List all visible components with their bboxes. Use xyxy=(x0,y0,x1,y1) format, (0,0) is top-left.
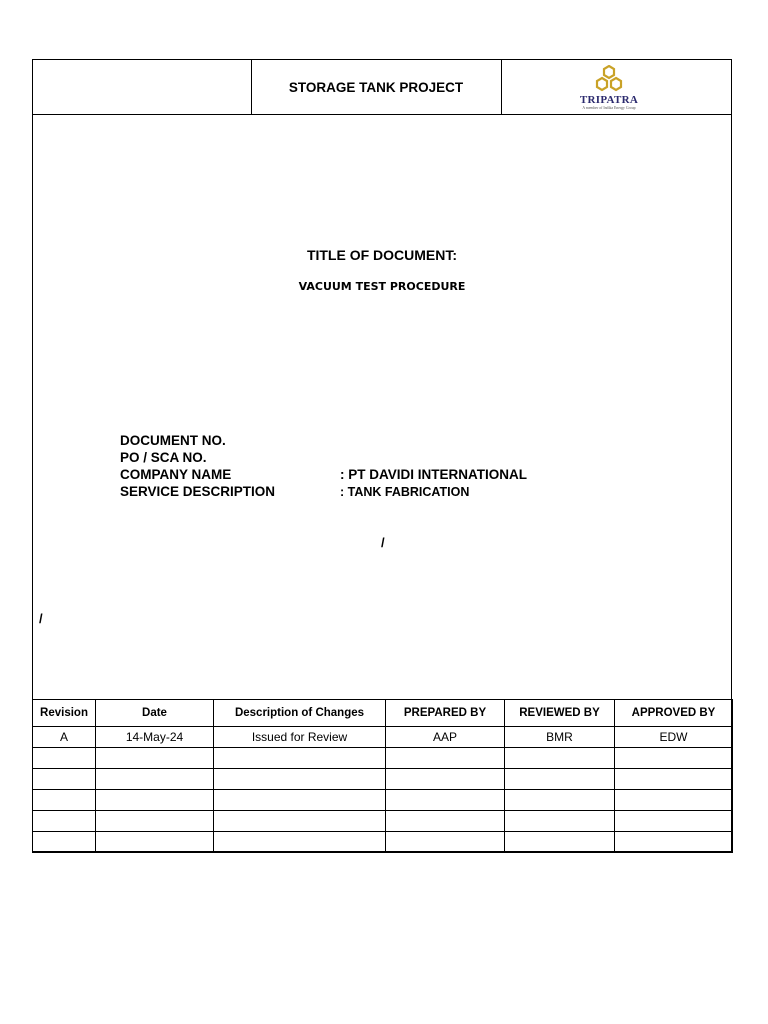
column-header: REVIEWED BY xyxy=(505,700,615,727)
info-label: SERVICE DESCRIPTION xyxy=(120,484,276,499)
slash-mark-left: / xyxy=(39,611,43,626)
table-cell xyxy=(615,748,733,769)
info-label: DOCUMENT NO. xyxy=(120,433,226,448)
table-cell xyxy=(214,748,386,769)
document-title: VACUUM TEST PROCEDURE xyxy=(298,280,466,293)
table-cell xyxy=(96,811,214,832)
table-cell xyxy=(96,790,214,811)
table-row xyxy=(33,790,733,811)
table-cell xyxy=(96,769,214,790)
table-cell: EDW xyxy=(615,727,733,748)
table-cell xyxy=(33,811,96,832)
table-cell xyxy=(505,832,615,853)
table-cell xyxy=(505,769,615,790)
info-value: : TANK FABRICATION xyxy=(340,485,470,499)
project-title: STORAGE TANK PROJECT xyxy=(251,60,502,114)
logo-tagline: A member of Indika Energy Group xyxy=(582,105,636,110)
logo-name: TRIPATRA xyxy=(579,93,639,106)
table-cell xyxy=(33,748,96,769)
column-header: Description of Changes xyxy=(214,700,386,727)
table-cell xyxy=(214,811,386,832)
logo-cell xyxy=(501,60,731,114)
table-cell xyxy=(33,790,96,811)
table-header-row xyxy=(33,700,733,727)
table-cell xyxy=(505,748,615,769)
table-cell xyxy=(505,790,615,811)
table-cell: A xyxy=(33,727,96,748)
table-cell xyxy=(96,832,214,853)
table-row xyxy=(33,727,733,748)
table-cell: 14-May-24 xyxy=(96,727,214,748)
table-cell xyxy=(615,811,733,832)
slash-mark-center: / xyxy=(381,535,385,550)
info-label: COMPANY NAME xyxy=(120,467,232,482)
table-cell xyxy=(214,832,386,853)
table-cell xyxy=(33,769,96,790)
table-cell xyxy=(386,832,505,853)
table-cell: BMR xyxy=(505,727,615,748)
column-header: PREPARED BY xyxy=(386,700,505,727)
table-row xyxy=(33,769,733,790)
table-cell xyxy=(615,832,733,853)
table-cell xyxy=(386,748,505,769)
table-row xyxy=(33,832,733,853)
table-cell xyxy=(96,748,214,769)
tripatra-logo-icon xyxy=(592,65,626,95)
column-header: APPROVED BY xyxy=(615,700,733,727)
table-cell xyxy=(615,790,733,811)
table-row xyxy=(33,748,733,769)
table-cell xyxy=(214,769,386,790)
table-cell: AAP xyxy=(386,727,505,748)
table-row xyxy=(33,811,733,832)
table-cell: Issued for Review xyxy=(214,727,386,748)
table-cell xyxy=(386,769,505,790)
revision-table xyxy=(32,699,733,853)
header-blank-cell xyxy=(33,60,252,114)
table-cell xyxy=(615,769,733,790)
header-row xyxy=(33,60,731,115)
document-frame xyxy=(32,59,732,852)
column-header: Revision xyxy=(33,700,96,727)
column-header: Date xyxy=(96,700,214,727)
table-cell xyxy=(386,811,505,832)
table-cell xyxy=(505,811,615,832)
table-cell xyxy=(386,790,505,811)
info-value: : PT DAVIDI INTERNATIONAL xyxy=(340,467,527,482)
info-label: PO / SCA NO. xyxy=(120,450,207,465)
table-cell xyxy=(214,790,386,811)
title-label: TITLE OF DOCUMENT: xyxy=(306,247,458,263)
table-cell xyxy=(33,832,96,853)
